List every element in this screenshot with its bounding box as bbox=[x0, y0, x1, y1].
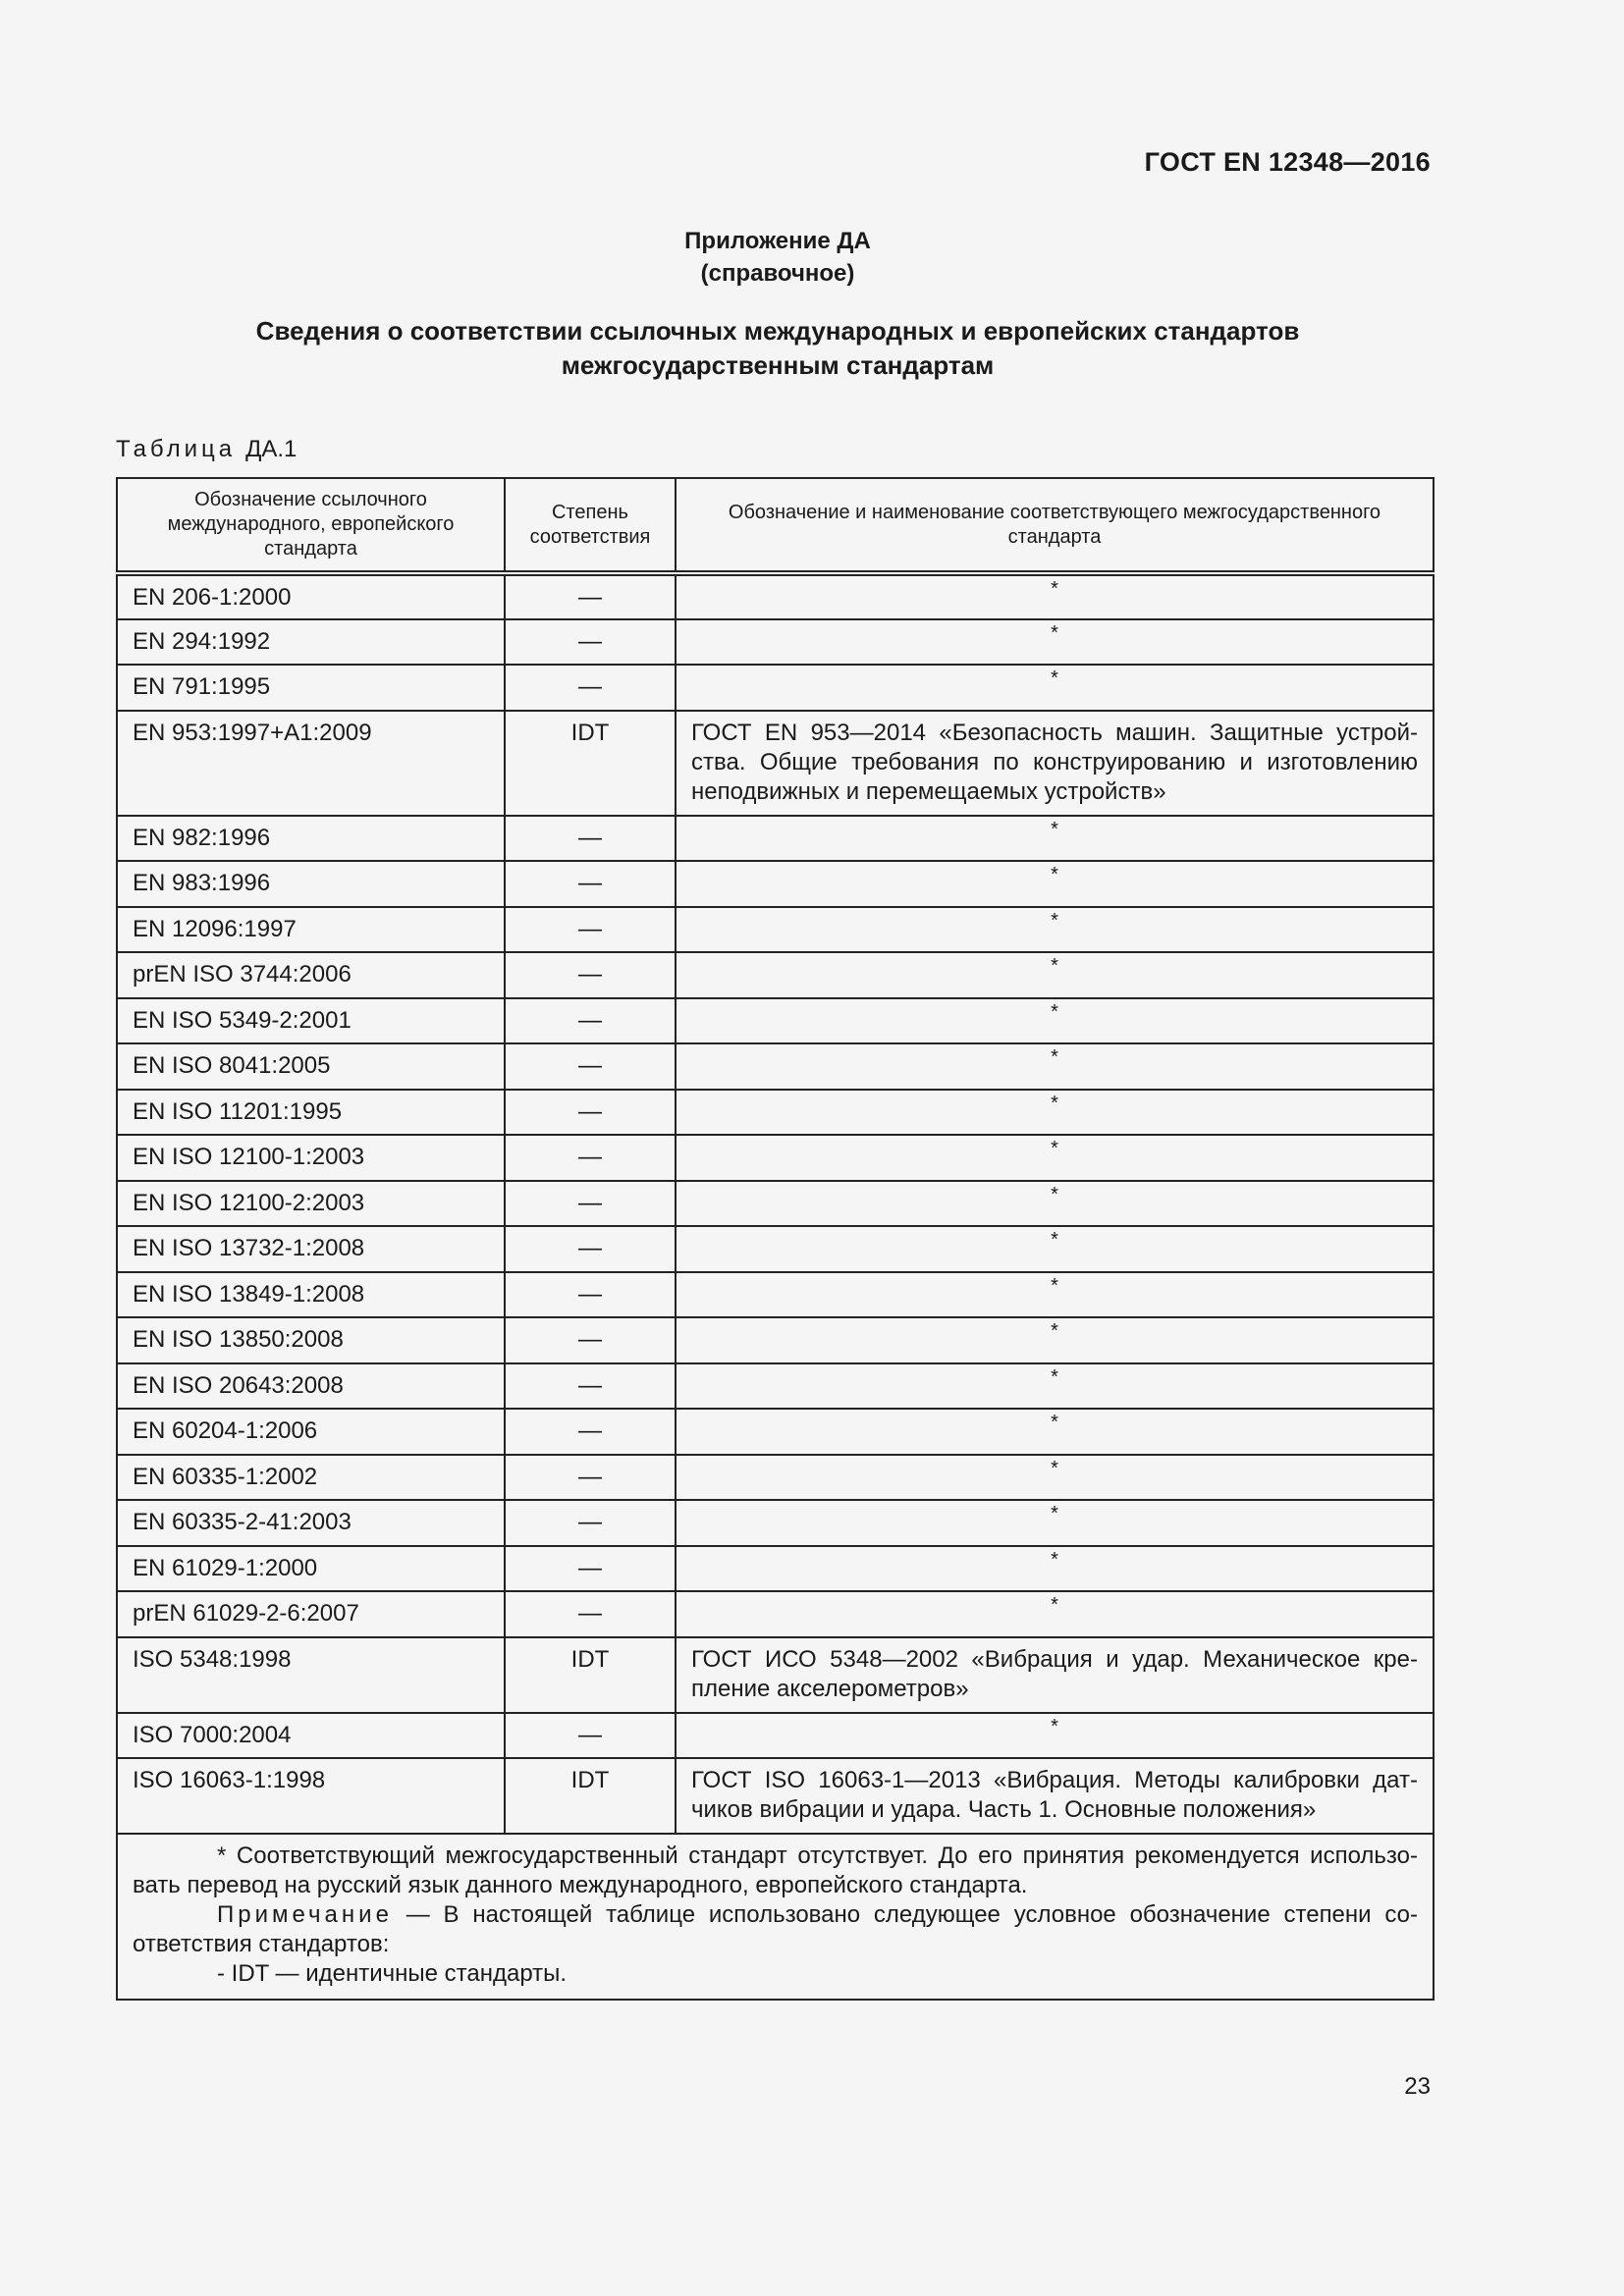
degree-cell: — bbox=[505, 1226, 676, 1272]
degree-cell: — bbox=[505, 1043, 676, 1090]
gost-standard-cell: * bbox=[676, 1226, 1434, 1272]
degree-cell: — bbox=[505, 1546, 676, 1592]
column-header-gost: Обозначение и наименование соответствующего межгосударственного стандарта bbox=[676, 478, 1434, 573]
gost-standard-cell: * bbox=[676, 1591, 1434, 1637]
gost-standard-cell: * bbox=[676, 907, 1434, 953]
degree-cell: — bbox=[505, 573, 676, 619]
table-row bbox=[117, 1317, 1434, 1363]
table-body bbox=[117, 573, 1434, 1834]
degree-cell: — bbox=[505, 1181, 676, 1227]
reference-standard-cell: ISO 7000:2004 bbox=[117, 1713, 505, 1759]
degree-cell: — bbox=[505, 1591, 676, 1637]
document-title-line-2: межгосударственным стандартам bbox=[561, 350, 995, 380]
table-row bbox=[117, 907, 1434, 953]
degree-cell: — bbox=[505, 1363, 676, 1410]
table-row bbox=[117, 1713, 1434, 1759]
table-row bbox=[117, 1546, 1434, 1592]
degree-cell: — bbox=[505, 998, 676, 1044]
degree-cell: — bbox=[505, 816, 676, 862]
page-number: 23 bbox=[1404, 2073, 1431, 2100]
table-row bbox=[117, 619, 1434, 666]
table-row bbox=[117, 1363, 1434, 1410]
document-code: ГОСТ EN 12348—2016 bbox=[1144, 147, 1431, 177]
reference-standard-cell: EN ISO 13732-1:2008 bbox=[117, 1226, 505, 1272]
gost-standard-cell: * bbox=[676, 1181, 1434, 1227]
footnote-text: * Соответствующий межгосударственный стандарт отсутствует. До его принятия рекомендуется использовать перевод на русский язык данного международного, европейского стандарта. bbox=[133, 1842, 1418, 1898]
gost-standard-cell: * bbox=[676, 1090, 1434, 1136]
gost-standard-cell: * bbox=[676, 998, 1434, 1044]
gost-standard-cell: * bbox=[676, 861, 1434, 907]
reference-standard-cell: EN 206-1:2000 bbox=[117, 573, 505, 619]
gost-standard-cell: * bbox=[676, 1500, 1434, 1546]
column-header-degree: Степень соответствия bbox=[505, 478, 676, 573]
table-row bbox=[117, 1758, 1434, 1834]
degree-cell: IDT bbox=[505, 711, 676, 816]
reference-standard-cell: EN ISO 8041:2005 bbox=[117, 1043, 505, 1090]
degree-cell: — bbox=[505, 1409, 676, 1455]
note-item: - IDT — идентичные стандарты. bbox=[217, 1960, 568, 1987]
table-row bbox=[117, 1090, 1434, 1136]
gost-standard-cell: ГОСТ EN 953—2014 «Безопасность машин. Защитные устройства. Общие требования по конструированию и изготовлению неподвижных и перемещаемых устройств» bbox=[676, 711, 1434, 816]
reference-standard-cell: EN 60335-2-41:2003 bbox=[117, 1500, 505, 1546]
table-row bbox=[117, 1455, 1434, 1501]
gost-standard-cell: * bbox=[676, 816, 1434, 862]
reference-standard-cell: EN 982:1996 bbox=[117, 816, 505, 862]
table-row bbox=[117, 1272, 1434, 1318]
column-header-reference: Обозначение ссылочного международного, европейского стандарта bbox=[117, 478, 505, 573]
gost-standard-cell: * bbox=[676, 952, 1434, 998]
gost-standard-cell: * bbox=[676, 573, 1434, 619]
table-row bbox=[117, 1181, 1434, 1227]
gost-standard-cell: ГОСТ ИСО 5348—2002 «Вибрация и удар. Механическое крепление акселерометров» bbox=[676, 1637, 1434, 1713]
gost-standard-cell: * bbox=[676, 619, 1434, 666]
degree-cell: IDT bbox=[505, 1758, 676, 1834]
reference-standard-cell: EN ISO 11201:1995 bbox=[117, 1090, 505, 1136]
table-caption-word: Таблица bbox=[116, 436, 237, 462]
degree-cell: — bbox=[505, 1317, 676, 1363]
table-row bbox=[117, 1500, 1434, 1546]
reference-standard-cell: EN 953:1997+A1:2009 bbox=[117, 711, 505, 816]
gost-standard-cell: * bbox=[676, 1317, 1434, 1363]
degree-cell: — bbox=[505, 861, 676, 907]
gost-standard-cell: * bbox=[676, 1363, 1434, 1410]
degree-cell: — bbox=[505, 907, 676, 953]
degree-cell: — bbox=[505, 1090, 676, 1136]
reference-standard-cell: EN 12096:1997 bbox=[117, 907, 505, 953]
degree-cell: — bbox=[505, 1135, 676, 1181]
table-row bbox=[117, 1135, 1434, 1181]
reference-standard-cell: ISO 16063-1:1998 bbox=[117, 1758, 505, 1834]
reference-standard-cell: EN 791:1995 bbox=[117, 665, 505, 711]
reference-standard-cell: EN ISO 20643:2008 bbox=[117, 1363, 505, 1410]
correspondence-table bbox=[116, 477, 1435, 2001]
gost-standard-cell: * bbox=[676, 1135, 1434, 1181]
degree-cell: — bbox=[505, 952, 676, 998]
table-caption-number: ДА.1 bbox=[245, 436, 298, 462]
degree-cell: — bbox=[505, 665, 676, 711]
table-footnote bbox=[117, 1834, 1434, 2000]
degree-cell: — bbox=[505, 1713, 676, 1759]
reference-standard-cell: EN 61029-1:2000 bbox=[117, 1546, 505, 1592]
gost-standard-cell: * bbox=[676, 1409, 1434, 1455]
table-row bbox=[117, 861, 1434, 907]
gost-standard-cell: * bbox=[676, 1272, 1434, 1318]
reference-standard-cell: ISO 5348:1998 bbox=[117, 1637, 505, 1713]
gost-standard-cell: * bbox=[676, 1713, 1434, 1759]
table-row bbox=[117, 1591, 1434, 1637]
degree-cell: IDT bbox=[505, 1637, 676, 1713]
table-row bbox=[117, 816, 1434, 862]
reference-standard-cell: EN 60335-1:2002 bbox=[117, 1455, 505, 1501]
reference-standard-cell: EN ISO 5349-2:2001 bbox=[117, 998, 505, 1044]
reference-standard-cell: prEN ISO 3744:2006 bbox=[117, 952, 505, 998]
table-row bbox=[117, 952, 1434, 998]
gost-standard-cell: * bbox=[676, 1455, 1434, 1501]
document-title bbox=[196, 314, 1359, 383]
gost-standard-cell: * bbox=[676, 1546, 1434, 1592]
appendix-subtitle: (справочное) bbox=[700, 260, 855, 287]
reference-standard-cell: EN ISO 12100-1:2003 bbox=[117, 1135, 505, 1181]
table-row bbox=[117, 665, 1434, 711]
table-caption bbox=[116, 436, 297, 463]
document-title-line-1: Сведения о соответствии ссылочных международных и европейских стандартов bbox=[255, 316, 1300, 346]
reference-standard-cell: prEN 61029-2-6:2007 bbox=[117, 1591, 505, 1637]
degree-cell: — bbox=[505, 1272, 676, 1318]
table-row bbox=[117, 1226, 1434, 1272]
appendix-heading bbox=[0, 225, 1555, 290]
reference-standard-cell: EN ISO 13850:2008 bbox=[117, 1317, 505, 1363]
table-row bbox=[117, 1043, 1434, 1090]
table-row bbox=[117, 711, 1434, 816]
gost-standard-cell: * bbox=[676, 665, 1434, 711]
reference-standard-cell: EN 60204-1:2006 bbox=[117, 1409, 505, 1455]
table-row bbox=[117, 573, 1434, 619]
table-row bbox=[117, 1637, 1434, 1713]
reference-standard-cell: EN 983:1996 bbox=[117, 861, 505, 907]
gost-standard-cell: * bbox=[676, 1043, 1434, 1090]
reference-standard-cell: EN 294:1992 bbox=[117, 619, 505, 666]
gost-standard-cell: ГОСТ ISO 16063-1—2013 «Вибрация. Методы калибровки датчиков вибрации и удара. Часть 1. Основные положения» bbox=[676, 1758, 1434, 1834]
reference-standard-cell: EN ISO 13849-1:2008 bbox=[117, 1272, 505, 1318]
note-text: — В настоящей таблице использовано следующее условное обозначение степени соответствия стандартов: bbox=[133, 1901, 1418, 1957]
degree-cell: — bbox=[505, 1500, 676, 1546]
note-paragraph bbox=[133, 1900, 1418, 1959]
note-label: Примечание bbox=[217, 1901, 393, 1928]
degree-cell: — bbox=[505, 619, 676, 666]
degree-cell: — bbox=[505, 1455, 676, 1501]
table-row bbox=[117, 998, 1434, 1044]
appendix-title: Приложение ДА bbox=[684, 228, 871, 254]
reference-standard-cell: EN ISO 12100-2:2003 bbox=[117, 1181, 505, 1227]
table-row bbox=[117, 1409, 1434, 1455]
